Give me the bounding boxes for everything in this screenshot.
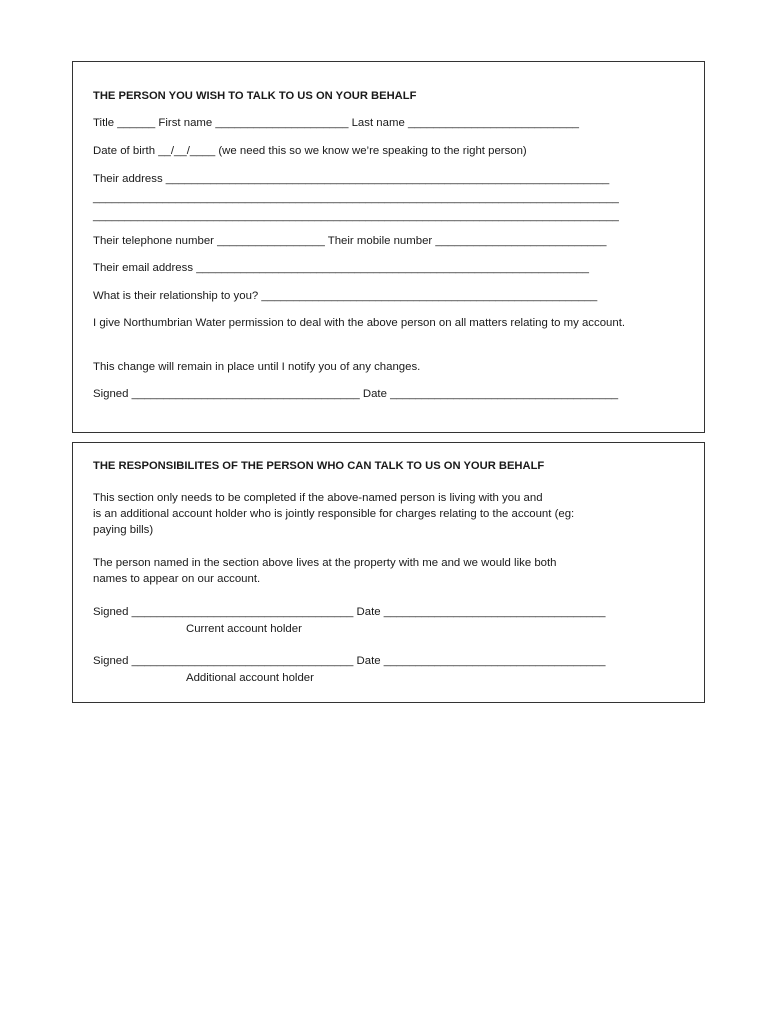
phone-fields-line[interactable]: Their telephone number _________________ Their mobile number ___________________________ (93, 235, 607, 247)
relationship-field-line[interactable]: What is their relationship to you? _____________________________________________________ (93, 290, 598, 302)
address-field-line[interactable]: Their address ______________________________________________________________________ (93, 173, 610, 185)
behalf-person-section (72, 61, 705, 433)
address-continuation-line[interactable]: ___________________________________________________________________________________ (93, 210, 619, 222)
address-continuation-line[interactable]: ___________________________________________________________________________________ (93, 192, 619, 204)
dob-field-line[interactable]: Date of birth __/__/____ (we need this so we know we’re speaking to the right person) (93, 145, 527, 157)
intro-text: This section only needs to be completed if the above-named person is living with you and (93, 492, 543, 504)
name-fields-line[interactable]: Title ______ First name _____________________ Last name ___________________________ (93, 117, 579, 129)
current-holder-signature-line[interactable]: Signed ___________________________________ Date ___________________________________ (93, 606, 606, 618)
signature-date-line[interactable]: Signed ____________________________________ Date ____________________________________ (93, 388, 619, 400)
email-field-line[interactable]: Their email address ______________________________________________________________ (93, 262, 589, 274)
statement-text: The person named in the section above lives at the property with me and we would like both (93, 557, 557, 569)
additional-holder-signature-line[interactable]: Signed ___________________________________ Date ___________________________________ (93, 655, 606, 667)
section-heading: THE PERSON YOU WISH TO TALK TO US ON YOUR BEHALF (93, 90, 417, 102)
section-heading: THE RESPONSIBILITES OF THE PERSON WHO CAN TALK TO US ON YOUR BEHALF (93, 460, 545, 472)
statement-text: names to appear on our account. (93, 573, 261, 585)
additional-holder-caption: Additional account holder (186, 672, 314, 684)
change-statement: This change will remain in place until I notify you of any changes. (93, 361, 421, 373)
intro-text: paying bills) (93, 524, 154, 536)
intro-text: is an additional account holder who is jointly responsible for charges relating to the account (eg: (93, 508, 575, 520)
responsibilities-section (72, 442, 705, 703)
permission-statement: I give Northumbrian Water permission to deal with the above person on all matters relating to my account. (93, 317, 626, 329)
current-holder-caption: Current account holder (186, 623, 302, 635)
